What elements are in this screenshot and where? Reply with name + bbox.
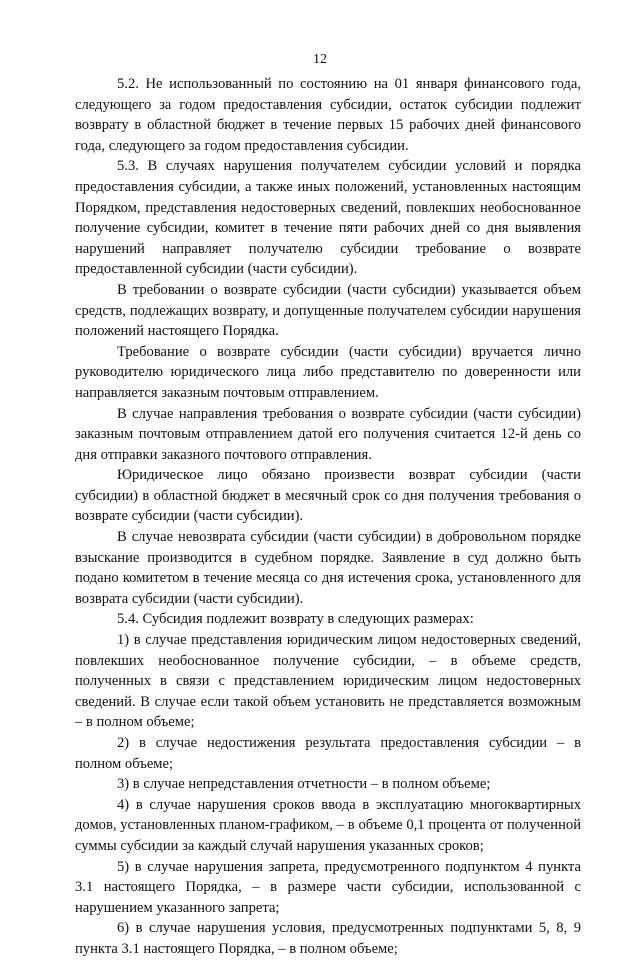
paragraph-5-2: 5.2. Не использованный по состоянию на 01 января финансового года, следующего за годом предоставления субсидии, остаток субсидии подлежит возврату в областной бюджет в течение первых 15 рабочих дней финансового года, следующего за годом предоставления субсидии. <box>75 76 581 154</box>
paragraph-requirement-delivery: Требование о возврате субсидии (части субсидии) вручается лично руководителю юридического лица либо представителю по доверенности или направляется заказным почтовым отправлением. <box>75 343 581 401</box>
paragraph-5-4: 5.4. Субсидия подлежит возврату в следующих размерах: <box>117 611 474 628</box>
paragraph-requirement-contents: В требовании о возврате субсидии (части субсидии) указывается объем средств, подлежащих возврату, и допущенные получателем субсидии нарушения положений настоящего Порядка. <box>75 281 581 340</box>
paragraph-court-recovery: В случае невозврата субсидии (части субсидии) в добровольном порядке взыскание производится в судебном порядке. Заявление в суд должно быть подано комитетом в течение месяца со дня истечения срока, установленного для возврата субсидии (части субсидии). <box>75 529 581 607</box>
paragraph-return-obligation: Юридическое лицо обязано произвести возврат субсидии (части субсидии) в областной бюджет в месячный срок со дня получения требования о возврате субсидии (части субсидии). <box>75 467 581 525</box>
list-item-3: 3) в случае непредставления отчетности – в полном объеме; <box>117 776 491 793</box>
page-number: 12 <box>313 52 327 67</box>
list-item-5: 5) в случае нарушения запрета, предусмотренного подпунктом 4 пункта 3.1 настоящего Порядка, – в размере части субсидии, использованной с нарушением указанного запрета; <box>75 858 581 916</box>
list-item-2: 2) в случае недостижения результата предоставления субсидии – в полном объеме; <box>75 735 581 772</box>
list-item-4: 4) в случае нарушения сроков ввода в эксплуатацию многоквартирных домов, установленных планом-графиком, – в объеме 0,1 процента от полученной суммы субсидии за каждый случай нарушения указанных сроков; <box>75 796 581 854</box>
paragraph-receipt-date: В случае направления требования о возврате субсидии (части субсидии) заказным почтовым отправлением датой его получения считается 12-й день со дня отправки заказного почтового отправления. <box>75 405 581 463</box>
paragraph-5-3: 5.3. В случаях нарушения получателем субсидии условий и порядка предоставления субсидии, а также иных положений, установленных настоящим Порядком, представления недостоверных сведений, повлекших необоснованное получение субсидии, комитет в течение пяти рабочих дней со дня выявления нарушений направляет получателю субсидии требование о возврате предоставленной субсидии (части субсидии). <box>75 158 581 278</box>
document-body <box>75 74 581 960</box>
list-item-1: 1) в случае представления юридическим лицом недостоверных сведений, повлекших необоснованное получение субсидии, – в объеме средств, полученных в связи с представлением юридическим лицом недостоверных сведений. В случае если такой объем установить не представляется возможным – в полном объеме; <box>75 632 581 731</box>
list-item-6: 6) в случае нарушения условия, предусмотренных подпунктами 5, 8, 9 пункта 3.1 настоящего Порядка, – в полном объеме; <box>75 920 581 957</box>
